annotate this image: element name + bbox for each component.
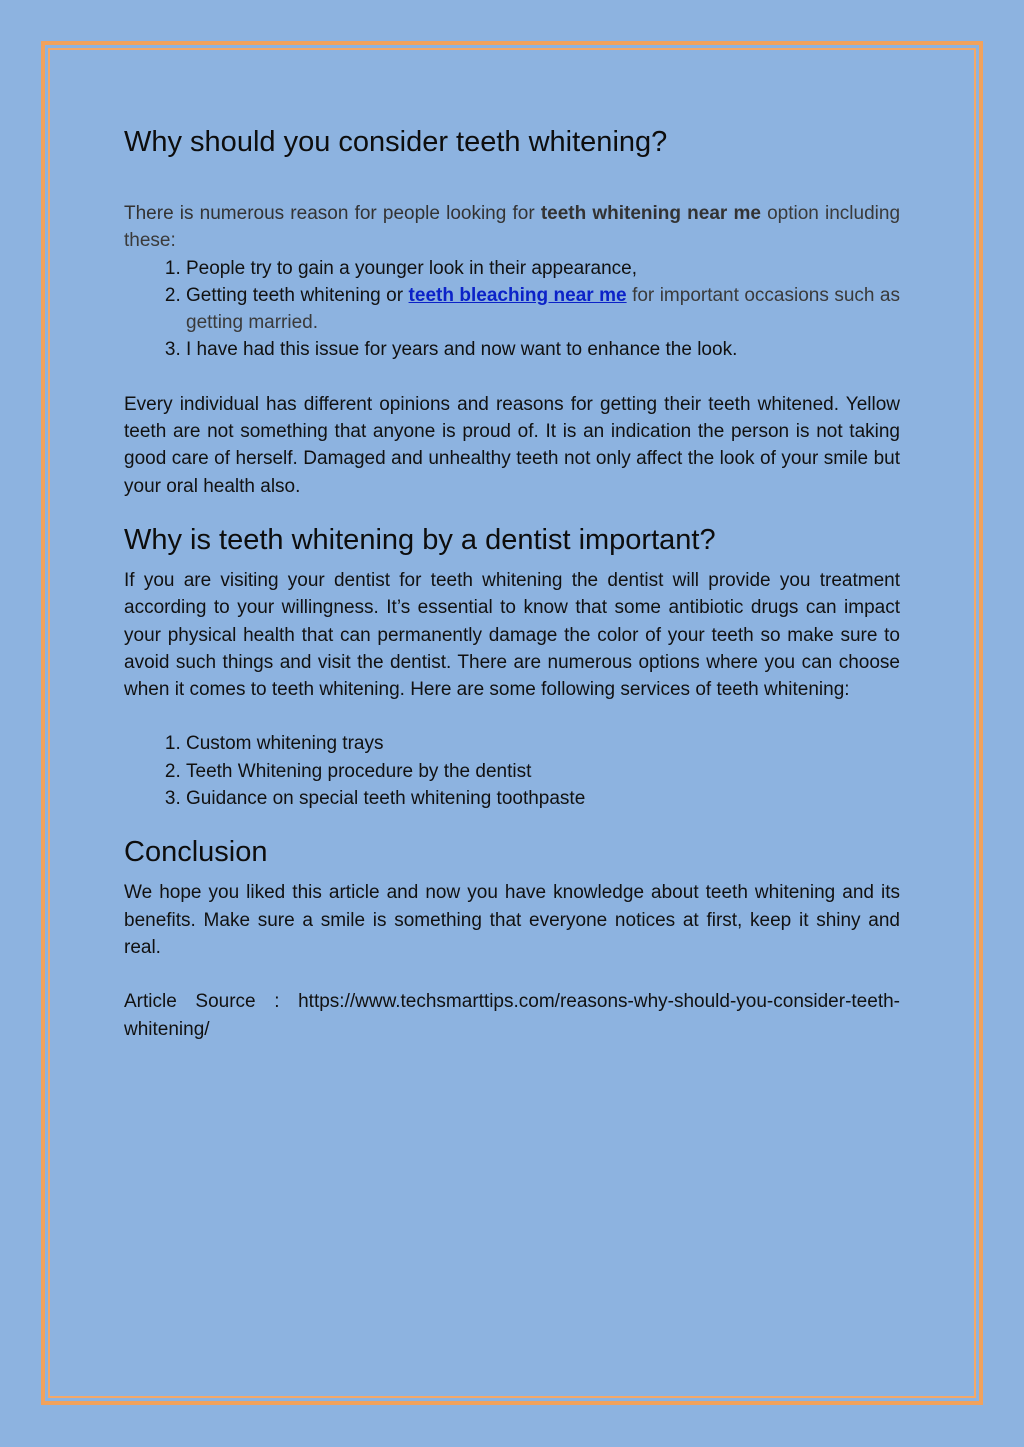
list-item: 2. Teeth Whitening procedure by the dentist (186, 758, 900, 785)
article-source (124, 988, 900, 1043)
services-list (124, 730, 900, 812)
source-label: Article Source : (124, 991, 280, 1013)
list-item-text-end: for important occasions such as getting married. (186, 284, 900, 334)
intro-keyword: teeth whitening near me (540, 203, 761, 224)
opinions-paragraph: Every individual has different opinions and reasons for getting their teeth whitened. Yellow teeth are not something that anyone is proud of. It is an indication the person is not taking good care of herself. Damaged and unhealthy teeth not only affect the look of your smile but your oral health also. (124, 393, 900, 497)
source-url: https://www.techsmarttips.com/reasons-why-should-you-consider-teeth-whitening/ (124, 991, 900, 1040)
spacer (124, 961, 900, 988)
spacer (124, 812, 900, 832)
heading-conclusion: Conclusion (124, 836, 268, 869)
intro-text-end: option including these: (124, 203, 901, 252)
list-item: 3. Guidance on special teeth whitening toothpaste (186, 785, 900, 812)
list-item (186, 336, 900, 363)
spacer (124, 703, 900, 730)
article-content (124, 122, 900, 1043)
conclusion-paragraph: We hope you liked this article and now you have knowledge about teeth whitening and its benefits. Make sure a smile is something that everyone notices at first, keep it shiny and real. (124, 882, 900, 958)
teeth-bleaching-link[interactable]: teeth bleaching near me (408, 284, 627, 306)
reasons-list (124, 255, 900, 364)
heading-why-consider: Why should you consider teeth whitening? (124, 126, 668, 158)
list-item (186, 255, 900, 282)
list-item-text: People try to gain a younger look in their appearance, (186, 257, 638, 279)
spacer (124, 500, 900, 520)
intro-text-start: There is numerous reason for people looking for (124, 203, 541, 224)
list-item: 1. Custom whitening trays (186, 730, 900, 757)
dentist-paragraph: If you are visiting your dentist for teeth whitening the dentist will provide you treatment according to your willingness. It’s essential to know that some antibiotic drugs can impact your physical health that can permanently damage the color of your teeth so make sure to avoid such things and visit the dentist. There are numerous options where you can choose when it comes to teeth whitening. Here are some following services of teeth whitening: (124, 569, 900, 701)
list-item-text: I have had this issue for years and now want to enhance the look. (186, 339, 738, 361)
list-item-text: Getting teeth whitening or (186, 284, 409, 306)
intro-paragraph (124, 200, 900, 255)
spacer (124, 364, 900, 391)
heading-dentist-important: Why is teeth whitening by a dentist important? (124, 523, 716, 556)
list-item (186, 282, 900, 337)
